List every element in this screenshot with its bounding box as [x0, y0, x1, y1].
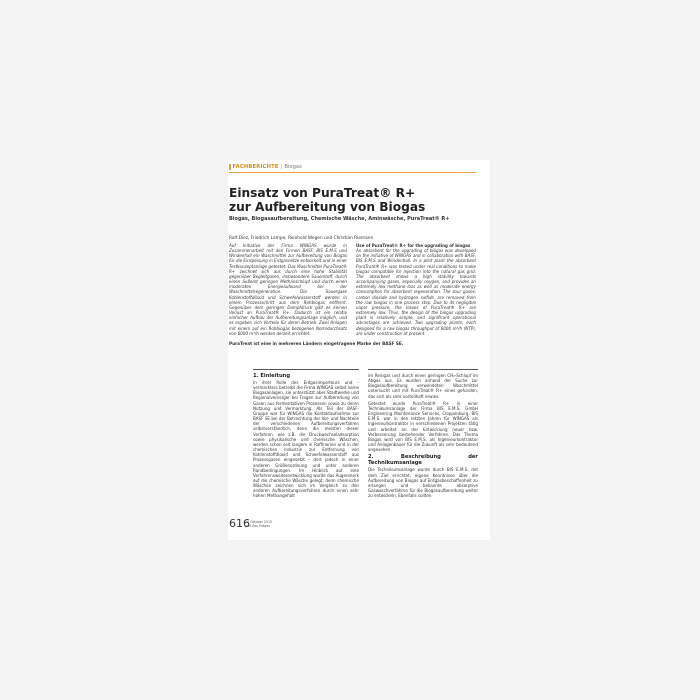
- abstract-english-title: Use of PuraTreat® R+ for the upgrading of biogas: [356, 243, 471, 248]
- column-1-paragraph: In ihrer Rolle des Erdgasimporteurs und -vermarkters betreibt die Firma WINGAS selbst keine Biogasanlagen, sie unterstützt aber Stadtwerke und Regionalversorger bei Fragen zur Aufbereitung von Gasen aus fermentativen Prozessen sowie zu deren Nutzung und Vermarktung. Als Teil der BASF-Gruppe war für WINGAS die Kontaktaufnahme zur BASF SE bei der Betrachtung der Vor- und Nachteile der verschiedenen Aufbereitungsverfahren selbstverständlich, denn die meisten dieser Verfahren, wie z.B. die Druckwechseladsorption sowie physikalische und chemische Wäschen, werden schon seit langem in Raffinerien und in der chemischen Industrie zur Entfernung von Kohlenstoffdioxid und Schwefelwasserstoff aus Prozessgasen eingesetzt – dort jedoch in einer anderen Größenordnung und unter anderen Randbedingungen. Im Hinblick auf eine Verfahrensweiterentwicklung wurde das Augenmerk auf die chemische Wäsche gelegt, denn chemische Wäschen zeichnen sich im Vergleich zu den anderen Aufbereitungsverfahren durch einen sehr hohen Methangehalt: [253, 380, 359, 499]
- section-header: [229, 164, 302, 170]
- keywords-subtitle: Biogas, Biogasaufbereitung, Chemische Wäsche, Aminwäsche, PuraTreat® R+: [229, 216, 450, 222]
- article-title: [229, 187, 479, 215]
- authors: Ralf Diez, Friedrich Lampe, Reinhold Wegen und Christian Riemann: [229, 236, 374, 241]
- title-line-1: Einsatz von PuraTreat® R+: [229, 186, 416, 200]
- abstract-english-text: An absorbent for the upgrading of biogas was developed on the initiative of WINGAS and in collaboration with BASF, BIS E.M.S and Windenhall. In a pilot plant the absorbent PuraTreat® R+ was tested under real conditions to make biogas compatible for injection into the natural gas grid. The absorbent shows a high stability towards accompanying gases, especially oxygen, and provides an extremely low methane loss as well as moderate energy consumption for absorbent regeneration. The sour gases, carbon dioxide and hydrogen sulfide, are removed from the raw biogas in one process step. Due to its negligible vapor pressure, the losses of PuraTreat® R+ are extremely low. Thus, the design of the biogas upgrading plant is relatively simple, and significant operational advantages are achieved. Two upgrading plants, each designed for a raw biogas throughput of 6000 m³/h (NTP), are under construction at present.: [356, 248, 476, 336]
- issue-line-2: gwf-Gas Erdgas: [245, 524, 270, 528]
- column-2-paragraph-3: Die Technikumsanlage wurde durch BIS E.M.S. mit dem Ziel errichtet, eigene Kenntnisse über die Aufbereitung von Biogas auf Erdgasbeschaffenheit zu erlangen und bekannte absorptive Gaswaschverfahren für die Biogasaufbereitung weiter zu entwickeln. Ebenfalls sollten: [368, 467, 478, 499]
- section-accent-bar: [229, 164, 231, 170]
- column-2-paragraph-1: im Reingas und durch einen geringen CH₄-Schlupf im Abgas aus. Es wurden anhand der Suche zur Biogasaufbereitung verwendeten Waschmittel untersucht und mit PuraTreat® R+ eines gefunden, das sich als sehr vorteilhaft erwies.: [368, 373, 478, 399]
- issue-line-1: 12 Oktober 2010: [245, 520, 273, 524]
- subsection-label: Biogas: [284, 164, 302, 170]
- column-2-paragraph-2: Getestet wurde PuraTreat® R+ in einer Technikumsanlage der Firma BIS E.M.S. GmbH Engineering Maintenance Services, Cloppenburg. BIS E.M.S. war in den letzten Jahren für WINGAS als Ingenieurkontraktor in verschiedenen Projekten tätig und arbeitet an der Entwicklung neuer bzw. Verbesserung bestehender Verfahren. Das Thema Biogas wird von BIS E.M.S. als Ingenieurkontraktor und Anlagenbauer für die Zukunft als sehr bedeutend angesehen.: [368, 400, 478, 453]
- page-number: 616: [229, 517, 250, 530]
- body-column-2: [368, 373, 478, 500]
- body-column-1: [253, 373, 359, 501]
- title-line-2: zur Aufbereitung von Biogas: [229, 199, 426, 214]
- column-1-rule: [253, 369, 359, 370]
- header-rule: [229, 172, 476, 173]
- abstract-german: Auf Initiative der Firma WINGAS wurde in Zusammenarbeit mit den Firmen BASF, BIS E.M.S und Windenhall ein Waschmittel zur Aufbereitung von Biogas für die Einspeisung in Erdgasnetze entwickelt und in einer Testkonzeptanlage getestet. Das Waschmittel PuraTreat® R+ zeichnet sich aus durch eine hohe Stabilität gegenüber Begleitgasen, insbesondere Sauerstoff, durch einen äußerst geringen Methanschlupf und durch einen moderaten Energieaufwand bei der Waschmittelregeneration. Die Sauergase Kohlenstoffdioxid und Schwefelwasserstoff werden in einem Prozessschritt aus dem Rohbiogas entfernt. Gegenüber dem geringen Dampfdruck gibt es keinen Verlust an PuraTreat® R+. Dadurch ist ein relativ einfacher Aufbau der Aufbereitungsanlage möglich, und es ergeben sich Vorteile für deren Betrieb. Zwei Anlagen mit einem auf ein Rohbiogas bezogenen Normdurchsatz von 6000 m³/h werden derzeit errichtet.: [229, 243, 347, 336]
- section-2-heading: 2. Beschreibung der Technikumsanlage: [368, 454, 478, 467]
- issue-info: [245, 520, 272, 528]
- column-2-rule: [368, 369, 478, 370]
- section-1-heading: 1. Einleitung: [253, 373, 291, 379]
- section-label: FACHBERICHTE: [232, 164, 279, 170]
- abstract-english: [356, 243, 476, 336]
- trademark-note: PuraTreat ist eine in mehreren Ländern eingetragene Marke der BASF SE.: [229, 341, 404, 346]
- section-separator: |: [280, 164, 283, 170]
